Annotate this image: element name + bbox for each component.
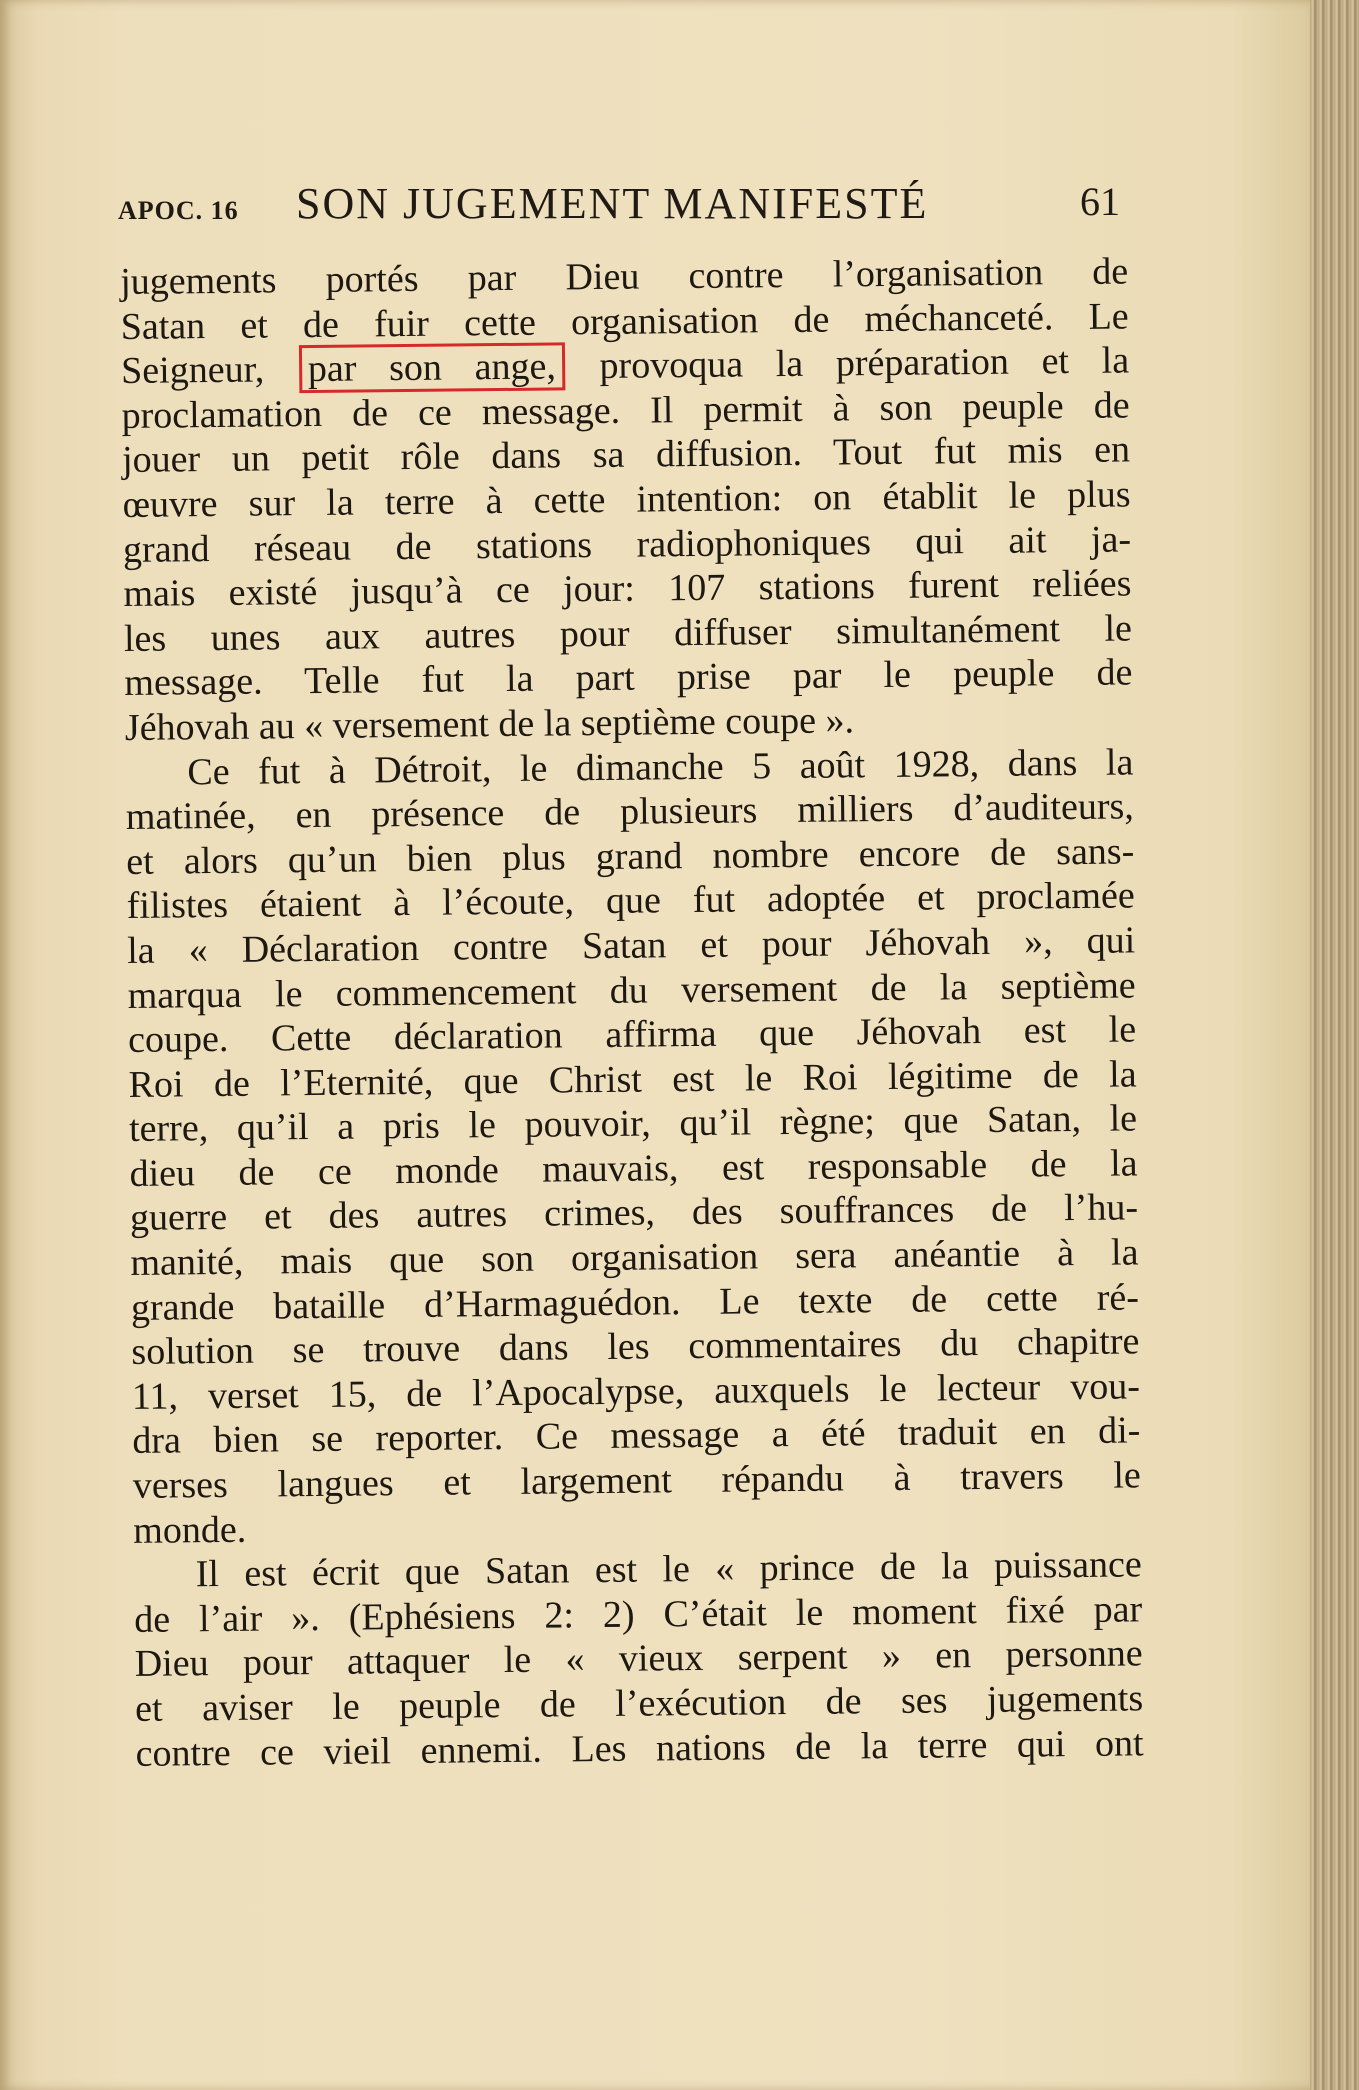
text-line: Ce fut à Détroit, le dimanche 5 août 1928, dans la xyxy=(187,740,1134,793)
text-line: et alors qu’un bien plus grand nombre encore de sans- xyxy=(126,830,1135,883)
text-line: mais existé jusqu’à ce jour: 107 stations furent reliées xyxy=(123,562,1132,616)
text-line: la « Déclaration contre Satan et pour Jéhovah », qui xyxy=(127,919,1136,972)
text-line: proclamation de ce message. Il permit à son peuple de xyxy=(121,384,1130,437)
body-text xyxy=(120,249,1144,1776)
text-line: œuvre sur la terre à cette intention: on établit le plus xyxy=(122,473,1131,526)
text-line: verses langues et largement répandu à travers le xyxy=(132,1454,1142,1507)
text-line: jouer un petit rôle dans sa diffusion. Tout fut mis en xyxy=(121,428,1131,482)
text-line: terre, qu’il a pris le pouvoir, qu’il règne; que Satan, le xyxy=(128,1097,1138,1151)
text-line: Jéhovah au « versement de la septième coupe ». xyxy=(124,699,855,749)
text-line: filistes étaient à l’écoute, que fut adoptée et proclamée xyxy=(126,874,1135,928)
chapter-reference: APOC. 16 xyxy=(118,196,239,225)
text-line: marqua le commencement du versement de la septième xyxy=(127,963,1136,1017)
page-edges xyxy=(1310,0,1359,2090)
text-line: contre ce vieil ennemi. Les nations de la terre qui ont xyxy=(135,1721,1144,1775)
text-segment: provoqua la préparation et la xyxy=(599,339,1130,388)
highlighted-phrase: par son ange, xyxy=(299,343,565,394)
text-line: et aviser le peuple de l’exécution de ses jugements xyxy=(134,1677,1144,1730)
text-line: manité, mais que son organisation sera anéantie à la xyxy=(130,1231,1139,1285)
text-line: de l’air ». (Ephésiens 2: 2) C’était le moment fixé par xyxy=(134,1588,1143,1641)
text-segment: Seigneur, xyxy=(120,348,265,393)
text-line: Roi de l’Eternité, que Christ est le Roi légitime de la xyxy=(128,1053,1137,1106)
text-line: message. Telle fut la part prise par le peuple de xyxy=(124,651,1133,705)
page-number: 61 xyxy=(1080,179,1120,224)
text-line: grand réseau de stations radiophoniques qui ait ja- xyxy=(122,517,1132,571)
text-line: dieu de ce monde mauvais, est responsable de la xyxy=(129,1142,1138,1195)
text-line: 11, verset 15, de l’Apocalypse, auxquels le lecteur vou- xyxy=(131,1365,1141,1418)
text-line: coupe. Cette déclaration affirma que Jéhovah est le xyxy=(127,1008,1137,1062)
text-line: guerre et des autres crimes, des souffrances de l’hu- xyxy=(129,1186,1139,1240)
running-title: SON JUGEMENT MANIFESTÉ xyxy=(296,179,929,228)
text-line: solution se trouve dans les commentaires du chapitre xyxy=(131,1320,1140,1374)
text-line: monde. xyxy=(133,1508,247,1552)
text-line: grande bataille d’Harmaguédon. Le texte de cette ré- xyxy=(130,1276,1140,1329)
text-line: Satan et de fuir cette organisation de méchanceté. Le xyxy=(120,295,1129,348)
text-line: Il est écrit que Satan est le « prince de la puissance xyxy=(195,1543,1142,1596)
running-header xyxy=(118,178,1120,238)
text-line: dra bien se reporter. Ce message a été traduit en di- xyxy=(132,1409,1141,1463)
text-line: Dieu pour attaquer le « vieux serpent » en personne xyxy=(134,1632,1143,1686)
text-line: matinée, en présence de plusieurs milliers d’auditeurs, xyxy=(125,785,1134,839)
text-line: jugements portés par Dieu contre l’organisation de xyxy=(120,250,1129,303)
text-line: les unes aux autres pour diffuser simultanément le xyxy=(123,607,1133,660)
